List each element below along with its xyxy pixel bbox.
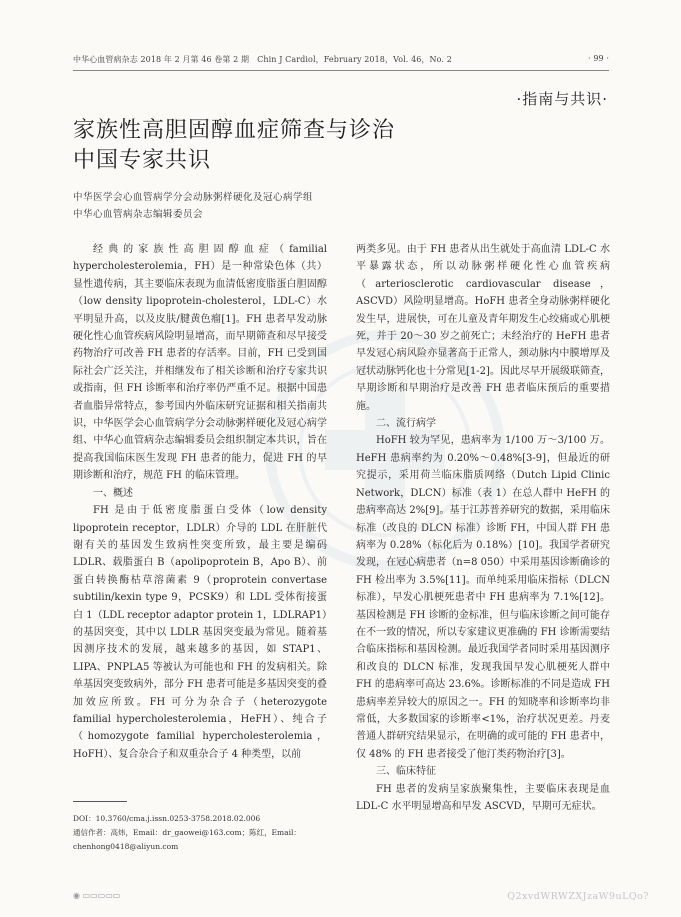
journal-citation: 中华心血管病杂志 2018 年 2 月第 46 卷第 2 期 Chin J Cardiol，February 2018，Vol. 46，No. 2 xyxy=(73,55,452,64)
corresponding-author-line: 通信作者：高炜，Email：dr_gaowei@163.com；陈红，Email： xyxy=(73,828,301,837)
section-heading-overview: 一、概述 xyxy=(93,487,133,499)
clinical-features-paragraph: FH 患者的发病呈家族聚集性，主要临床表现是血 LDL-C 水平明显增高和早发 ASCVD，早期可无症状。 xyxy=(356,783,610,812)
running-header xyxy=(73,54,609,65)
bottom-code: Q2xvdWRWZXJzaW9uLQo? xyxy=(507,891,649,902)
publisher-logo-icon: ◉ ▭▭▭▭▭ xyxy=(73,891,121,900)
footnote xyxy=(73,812,327,854)
right-column xyxy=(356,241,610,815)
left-column xyxy=(73,241,327,763)
section-tag: ·指南与共识· xyxy=(516,90,608,108)
title-line-1: 家族性高胆固醇血症筛查与诊治 xyxy=(73,118,396,143)
doi-line: DOI：10.3760/cma.j.issn.0253-3758.2018.02.006 xyxy=(73,814,261,823)
intro-paragraph: 经典的家族性高胆固醇血症（familial hypercholesterolemia，FH）是一种常染色体（共）显性遗传病，其主要临床表现为血清低密度脂蛋白胆固醇（low density lipoprotein-cholesterol，LDL-C）水平明显升高，以及皮肤/腱黄色瘤[1]。FH 患者早发动脉硬化性心血管疾病风险明显增高，而早期筛查和尽早接受药物治疗可改善 FH 患者的存活率。目前，FH 已受到国际社会广泛关注，并相继发布了相关诊断和治疗专家共识或指南，但 FH 诊断率和治疗率仍严重不足。根据中国患者血脂异常特点，参考国内外临床研究证据和相关指南共识，中华医学会心血管病学分会动脉粥样硬化及冠心病学组、中华心血管病杂志编辑委员会组织制定本共识，旨在提高我国临床医生发现 FH 患者的能力，促进 FH 的早期诊断和治疗，规范 FH 的临床管理。 xyxy=(73,244,327,482)
authors xyxy=(73,189,593,223)
title-line-2: 中国专家共识 xyxy=(73,148,212,173)
epidemiology-paragraph: HoFH 较为罕见，患病率为 1/100 万～3/100 万。HeFH 患病率约为 0.20%～0.48%[3-9]，但最近的研究提示，采用荷兰临床脂质网络（Dutch Lipid Clinic Network，DLCN）标准（表 1）在总人群中 HeFH 的患病率高达 2%[9]。基于江苏普养研究的数据，采用临床标准（改良的 DLCN 标准）诊断 FH，中国人群 FH 患病率为 0.28%（标化后为 0.18%）[10]。我国学者研究发现，在冠心病患者（n=8 050）中采用基因诊断确诊的 FH 检出率为 3.5%[11]。而单纯采用临床指标（DLCN 标准），早发心肌梗死患者中 FH 患病率为 7.1%[12]。基因检测是 FH 诊断的金标准，但与临床诊断之间可能存在不一致的情况，所以专家建议更准确的 FH 诊断需要结合临床指标和基因检测。最近我国学者同时采用基因测序和改良的 DLCN 标准，发现我国早发心肌梗死人群中 FH 的患病率可高达 23.6%。诊断标准的不同是造成 FH 患病率差异较大的原因之一。FH 的知晓率和诊断率均非常低，大多数国家的诊断率<1%，治疗状况更差。丹麦普通人群研究结果显示，在明确的或可能的 FH 患者中，仅 48% 的 FH 患者接受了他汀类药物治疗[3]。 xyxy=(356,435,610,760)
overview-paragraph-continued: 两类多见。由于 FH 患者从出生就处于高血清 LDL-C 水平暴露状态，所以动脉粥样硬化性心血管疾病（arteriosclerotic cardiovascular disease，ASCVD）风险明显增高。HoFH 患者全身动脉粥样硬化发生早，进展快，可在儿童及青年期发生心绞痛或心肌梗死，并于 20～30 岁之前死亡；未经治疗的 HeFH 患者早发冠心病风险亦显著高于正常人，颈动脉内中膜增厚及冠状动脉钙化也十分常见[1-2]。因此尽早开展级联筛查，早期诊断和早期治疗是改善 FH 患者临床预后的重要措施。 xyxy=(356,244,610,412)
section-heading-epidemiology: 二、流行病学 xyxy=(376,418,436,430)
footnote-rule xyxy=(73,801,127,802)
overview-paragraph: FH 是由于低密度脂蛋白受体（low density lipoprotein receptor，LDLR）介导的 LDL 在肝脏代谢有关的基因发生致病性突变所致，最主要是编码 LDLR、载脂蛋白 B（apolipoprotein B，Apo B）、前蛋白转换酶枯草溶菌素 9（proprotein convertase subtilin/kexin type 9，PCSK9）和 LDL 受体衔接蛋白 1（LDL receptor adaptor protein 1，LDLRAP1）的基因突变，其中以 LDLR 基因突变最为常见。随着基因测序技术的发展，越来越多的基因，如 STAP1、LIPA、PNPLA5 等被认为可能也和 FH 的发病相关。除单基因突变致病外，部分 FH 患者可能是多基因突变的叠加效应所致。FH 可分为杂合子（heterozygote familial hypercholesterolemia，HeFH）、纯合子（homozygote familial hypercholesterolemia，HoFH）、复合杂合子和双重杂合子 4 种类型，以前 xyxy=(73,505,327,760)
article-title xyxy=(73,116,573,176)
header-rule xyxy=(73,70,609,71)
page-number: · 99 · xyxy=(588,54,609,63)
corresponding-email-line: chenhong0418@aliyun.com xyxy=(73,842,179,851)
author-line-1: 中华医学会心血管病学分会动脉粥样硬化及冠心病学组 xyxy=(73,192,314,203)
author-line-2: 中华心血管病杂志编辑委员会 xyxy=(73,209,204,220)
section-heading-clinical-features: 三、临床特征 xyxy=(376,766,436,778)
